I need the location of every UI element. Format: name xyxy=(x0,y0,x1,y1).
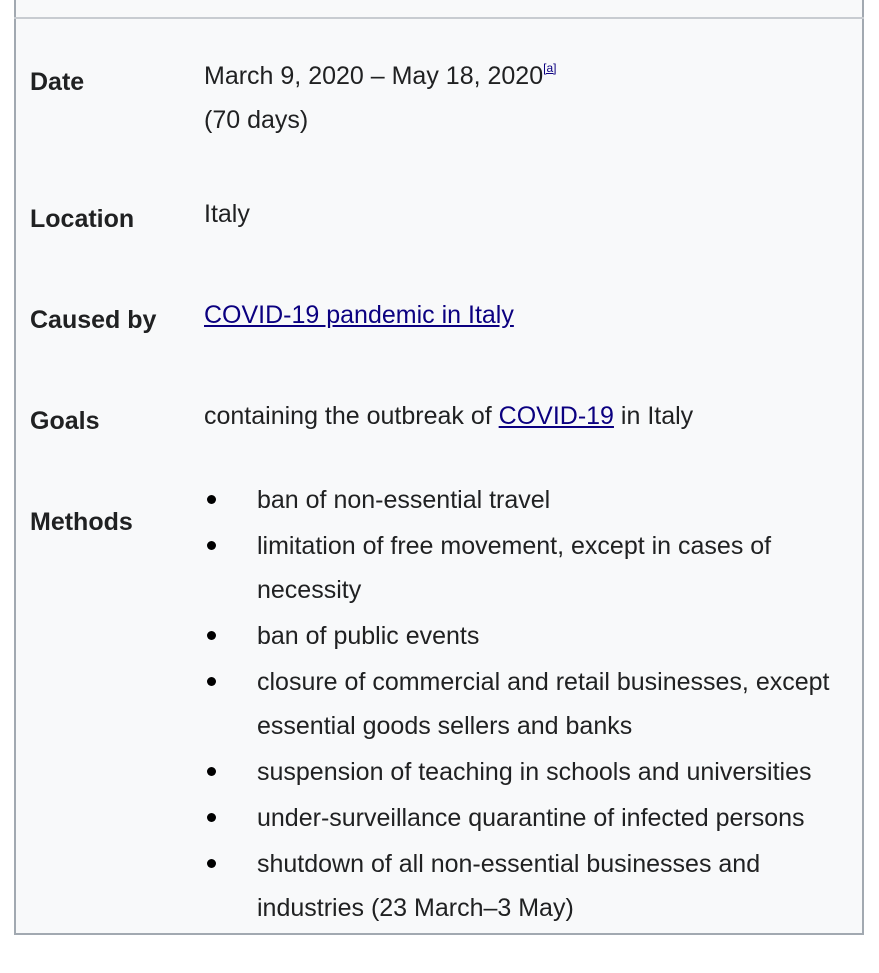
bullet-icon xyxy=(207,859,216,868)
list-item xyxy=(204,524,864,612)
methods-label: Methods xyxy=(30,508,133,536)
caused-by-label: Caused by xyxy=(30,306,157,334)
date-label: Date xyxy=(30,68,85,96)
bullet-icon xyxy=(207,495,216,504)
method-text: limitation of free movement, except in cases of necessity xyxy=(257,532,772,604)
goals-text-before: containing the outbreak of xyxy=(204,402,499,430)
location-label: Location xyxy=(30,205,135,233)
infobox-top-divider xyxy=(14,17,864,19)
method-text: under-surveillance quarantine of infected persons xyxy=(257,804,805,832)
method-text: closure of commercial and retail businesses, except essential goods sellers and banks xyxy=(257,668,830,740)
date-reference xyxy=(543,61,556,75)
bullet-icon xyxy=(207,677,216,686)
goals-text-after: in Italy xyxy=(613,402,694,430)
footnote-a-link[interactable]: [a] xyxy=(543,61,557,75)
bullet-icon xyxy=(207,541,216,550)
date-range: March 9, 2020 – May 18, 2020 xyxy=(204,62,544,90)
date-value xyxy=(204,54,556,142)
method-text: shutdown of all non-essential businesses and industries (23 March–3 May) xyxy=(257,850,761,922)
bullet-icon xyxy=(207,813,216,822)
bullet-icon xyxy=(207,631,216,640)
list-item xyxy=(204,750,864,794)
goals-label: Goals xyxy=(30,407,100,435)
list-item xyxy=(204,842,864,930)
list-item xyxy=(204,660,864,748)
location-value: Italy xyxy=(204,200,250,228)
list-item xyxy=(204,478,864,522)
method-text: ban of non-essential travel xyxy=(257,486,551,514)
list-item xyxy=(204,796,864,840)
covid-19-pandemic-in-italy-link[interactable]: COVID-19 pandemic in Italy xyxy=(204,301,514,329)
method-text: suspension of teaching in schools and universities xyxy=(257,758,812,786)
list-item xyxy=(204,614,864,658)
goals-value xyxy=(204,394,693,438)
methods-list xyxy=(204,478,864,932)
bullet-icon xyxy=(207,767,216,776)
method-text: ban of public events xyxy=(257,622,480,650)
date-duration: (70 days) xyxy=(204,106,309,134)
caused-by-value xyxy=(204,293,514,337)
covid-19-link[interactable]: COVID-19 xyxy=(498,402,614,430)
